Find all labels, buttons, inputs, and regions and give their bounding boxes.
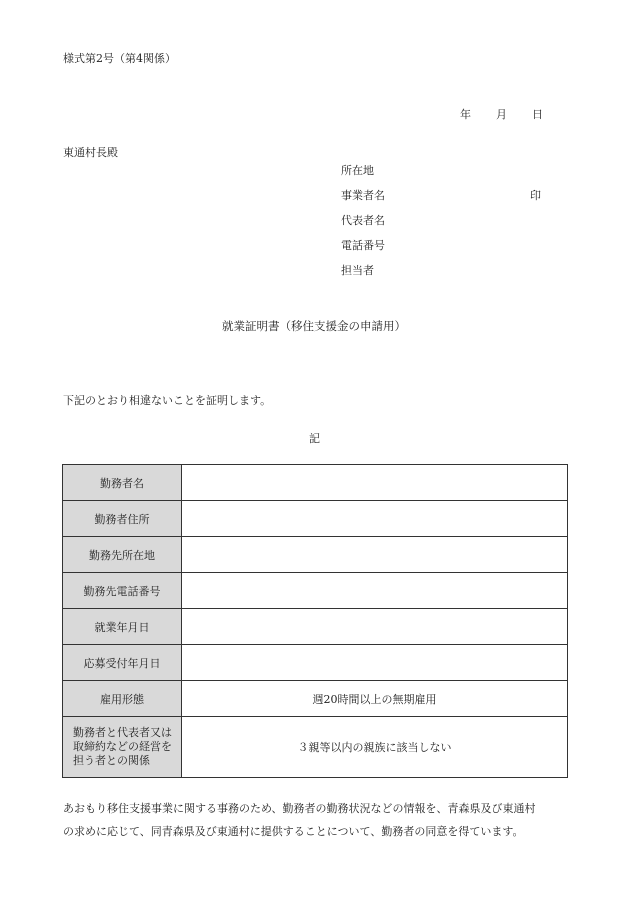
workplace-address-field[interactable] bbox=[182, 537, 568, 573]
workplace-address-label: 勤務先所在地 bbox=[63, 537, 182, 573]
relationship-label-line: 担う者との関係 bbox=[73, 754, 150, 767]
table-row bbox=[63, 573, 568, 609]
worker-name-field[interactable] bbox=[182, 465, 568, 501]
employment-detail-table bbox=[62, 464, 568, 778]
intro-text: 下記のとおり相違ないことを証明します。 bbox=[63, 394, 272, 407]
start-date-label: 就業年月日 bbox=[63, 609, 182, 645]
table-row bbox=[63, 537, 568, 573]
consent-notice-line: の求めに応じて、同青森県及び東通村に提供することについて、勤務者の同意を得ています。 bbox=[63, 825, 524, 838]
worker-name-label: 勤務者名 bbox=[63, 465, 182, 501]
application-date-field[interactable] bbox=[182, 645, 568, 681]
relationship-label-line: 勤務者と代表者又は bbox=[73, 726, 172, 739]
relationship-label-line: 取締約などの経営を bbox=[73, 740, 172, 753]
employment-type-label: 雇用形態 bbox=[63, 681, 182, 717]
date-month-label: 月 bbox=[496, 108, 507, 121]
employer-name-label: 事業者名 bbox=[341, 189, 385, 202]
addressee: 東通村長殿 bbox=[63, 146, 118, 159]
seal-mark: 印 bbox=[530, 189, 541, 202]
table-row bbox=[63, 645, 568, 681]
application-date-label: 応募受付年月日 bbox=[63, 645, 182, 681]
table-row bbox=[63, 609, 568, 645]
representative-label: 代表者名 bbox=[341, 214, 385, 227]
employment-type-value: 週20時間以上の無期雇用 bbox=[182, 681, 568, 717]
table-row bbox=[63, 717, 568, 778]
consent-notice bbox=[63, 797, 573, 843]
form-number: 様式第2号（第4関係） bbox=[63, 52, 176, 65]
employer-address-label: 所在地 bbox=[341, 164, 374, 177]
workplace-phone-field[interactable] bbox=[182, 573, 568, 609]
document-title: 就業証明書（移住支援金の申請用） bbox=[222, 319, 406, 333]
date-day-label: 日 bbox=[532, 108, 543, 121]
start-date-field[interactable] bbox=[182, 609, 568, 645]
ki-heading: 記 bbox=[309, 432, 320, 445]
table-row bbox=[63, 681, 568, 717]
worker-address-label: 勤務者住所 bbox=[63, 501, 182, 537]
workplace-phone-label: 勤務先電話番号 bbox=[63, 573, 182, 609]
relationship-label bbox=[63, 717, 182, 778]
relationship-value: ３親等以内の親族に該当しない bbox=[182, 717, 568, 778]
date-year-label: 年 bbox=[460, 108, 471, 121]
worker-address-field[interactable] bbox=[182, 501, 568, 537]
phone-label: 電話番号 bbox=[341, 239, 385, 252]
consent-notice-line: あおもり移住支援事業に関する事務のため、勤務者の勤務状況などの情報を、青森県及び東通村 bbox=[63, 802, 536, 815]
contact-person-label: 担当者 bbox=[341, 264, 374, 277]
table-row bbox=[63, 465, 568, 501]
table-row bbox=[63, 501, 568, 537]
